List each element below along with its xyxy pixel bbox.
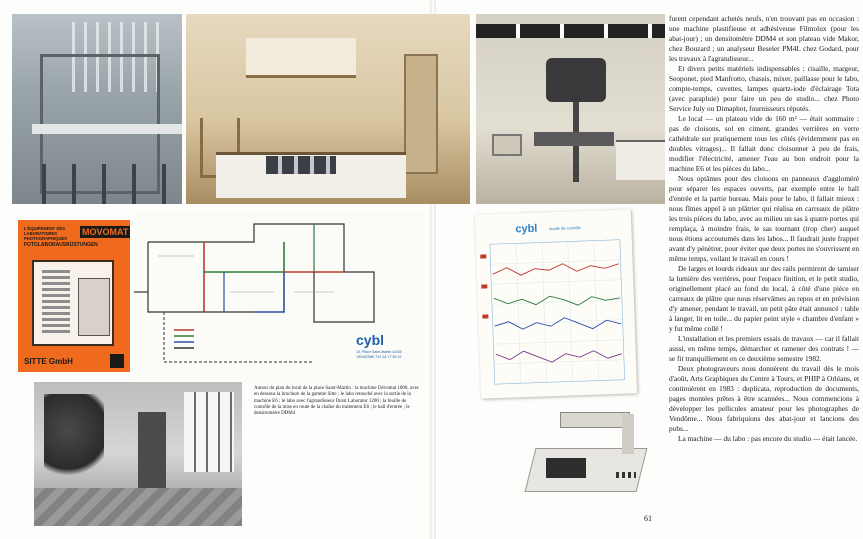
enlarger-head (546, 58, 606, 102)
hall-window (184, 392, 234, 472)
photo-lab-room (186, 14, 470, 204)
movomat-brochure (18, 220, 130, 372)
hall-plant (44, 394, 104, 484)
brochure-brand-mark (110, 354, 124, 368)
plan-cybl-logo: cybl (356, 332, 385, 348)
enlarger-topbar (476, 24, 665, 38)
brochure-header: L'ÉQUIPEMENT DES LABORATOIRES PHOTOGRAPHIQUES (24, 226, 67, 241)
article-paragraph: De larges et lourds rideaux sur des rails permirent de tamiser la lumière des verrières, pour l'espace finition, et le petit studio, originellement placé au fond du local, à côté d'une pièce en carreaux de plâtre que nous réservâmes au repos et en prévision d'y amener, pendant le travail, un petit pâte était annoncé : table à langer, lit en toile... du papier peint style « chambre d'enfant » y fut même collé ! (669, 264, 859, 333)
photo-processing-machine (12, 14, 182, 204)
enlarger-box (492, 134, 522, 156)
machine-legs (42, 164, 172, 204)
article-paragraph: Et divers petits matériels indispensables : cisaille, margeur, Seoponet, pied Manfrotto, chassis, mixer, paillasse pour le labo, compte-temps, cuvettes, lampes quartz-iode d'éclairage Tota (avec parapluie) pour faire un peu de studio... chez Photo Service July ou Dimaphot, fournisseurs réputés. (669, 64, 859, 113)
room-prints (266, 156, 336, 174)
article-paragraph: Deux photograveurs nous donnèrent du travail dès le mois d'août, Arts Graphiques du Centre à Tours, et PHIP à Orléans, et continuèrent en 1983 : duplicata, reproduction de documents, pages montées prêtes à être scannées... Nous commencions à développer les pellicules amateur pour les photographes de Vendôme... Nous fabriquions des abat-jour et lancions des pubs... (669, 364, 859, 433)
photo-enlarger-room (476, 14, 665, 204)
enlarger-bench (616, 140, 665, 180)
brochure-subtitle: FOTOLABORAUSRÜSTUNGEN (24, 242, 98, 248)
article-paragraph: La machine — du labo : pas encore du studio — était lancée. (678, 434, 858, 443)
room-shelf (246, 38, 356, 78)
article-paragraph: L'installation et les premiers essais de travaux — car il fallait aussi, en même temps, démarcher et ramener des contrats ! — se fit tranquillement en ce deuxième semestre 1982. (669, 334, 859, 363)
densitometer-base (525, 448, 648, 492)
room-door (404, 54, 438, 174)
brochure-machine-image (32, 260, 114, 346)
article-paragraph: furent cependant achetés neufs, n'en trouvant pas en occasion : une machine plastifieuse et adhésiveuse Filmolux (pour les abat-jour) ; un densitomètre DDM4 et son plateau vide Makor, chez Bouzard ; un analyseur Beseler PM4L chez Godard, pour les travaux à l'agrandisseur... (669, 14, 859, 63)
densitometer-post (622, 414, 634, 454)
photo-caption: Autour du plan du local de la place Saint-Martin : la machine Dévomat 1000, avec en dessous la brochure de la gamme Sitte ; le labo retouché avec la sortie de la machine E6 ; le labo avec l'agrandisseur Durst Laborator 1200 ; la feuille de contrôle de la mise en route de la chaîne du traitement E6 ; le hall d'entrée ; le densitomètre DDM4 (254, 386, 420, 417)
photo-densitometer (520, 400, 652, 510)
article-text-column (669, 14, 859, 444)
chart-subtitle: feuille de contrôle (549, 225, 581, 232)
brochure-maker: SITTE GmbH (24, 357, 73, 366)
brochure-logo: MOVOMAT (82, 227, 129, 237)
photo-entrance-hall (34, 382, 242, 526)
densitometer-buttons (616, 472, 636, 478)
plan-cybl-address: 10, Place Saint-Martin 41100 VENDÔME Tél. 54 77 55 22 (355, 350, 403, 359)
page-number: 61 (644, 514, 652, 523)
control-chart-graph (475, 209, 637, 398)
densitometer-display (546, 458, 586, 478)
enlarger-base (534, 132, 614, 146)
machine-rail (32, 124, 182, 134)
hall-door (138, 412, 166, 488)
densitometer-arm (560, 412, 630, 428)
hall-floor (34, 488, 242, 526)
article-paragraph: Le local — un plateau vide de 160 m² — était sommaire : pas de cloisons, sol en ciment, grandes verrières en verre cathédrale sur pratiquement tous les côtés (évidemment pas en doubles vitrages)... Il fallait donc cloisonner à peu de frais, modifier l'électricité, amener l'eau au bon endroit pour la machine E6 et les pièces du labo... (669, 114, 859, 173)
article-paragraph: Nous optâmes pour des cloisons en panneaux d'aggloméré pour séparer les espaces ouverts, par exemple entre le hall d'entrée et la partie bureau. Mais pour le labo, il fallait mieux : nous fîmes appel à un plâtrier qui réalisa en carreaux de plâtre les trois pièces du labo, avec au milieu un sas à quatre portes qui remplaça, à moindre frais, le sas tournant (trop cher) auquel nous étions accoutumés dans les labos... Il faudrait juste frapper avant d'y pénétrer, pour éviter que deux portes ne s'ouvrissent en même temps, voilant le travail en cours ! (669, 174, 859, 263)
control-chart-sheet (475, 209, 637, 398)
floor-plan-drawing (134, 212, 424, 384)
chart-cybl-logo: cybl (515, 222, 538, 236)
